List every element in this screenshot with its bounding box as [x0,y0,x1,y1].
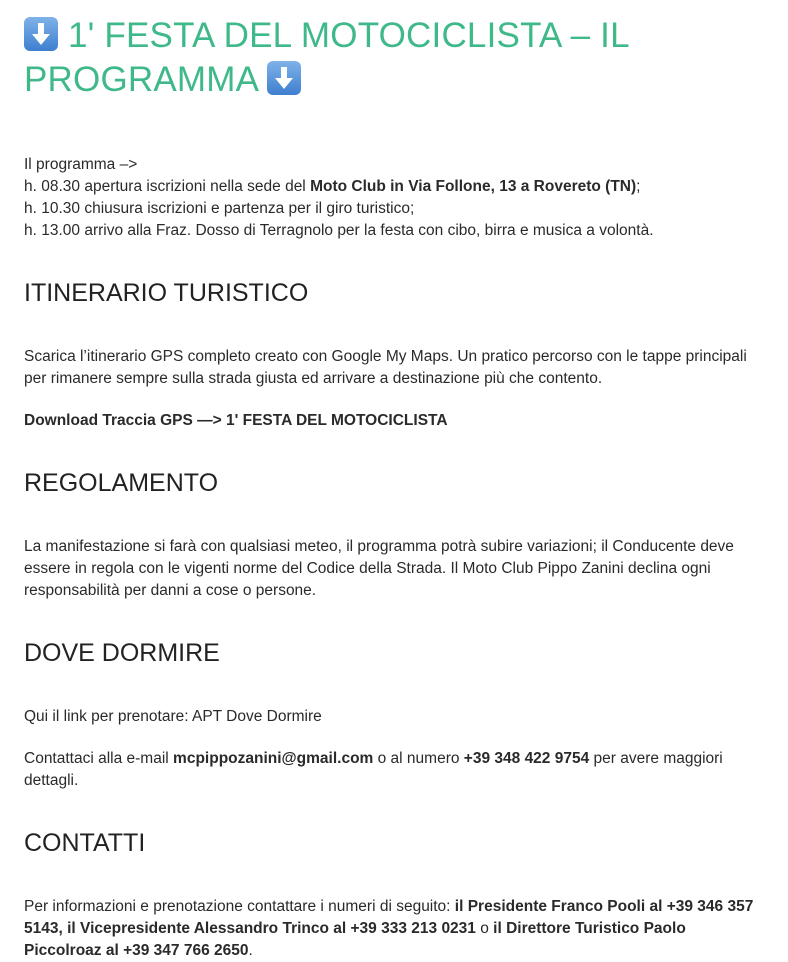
contatti-presidents: il Presidente Franco Pooli al +39 346 357 5143, il Vicepresidente Alessandro Trinco al +39 333 213 0231 [24,898,754,937]
contatti-section [24,828,764,962]
contact-prefix: Contattaci alla e-mail [24,750,174,767]
dormire-section [24,638,764,792]
contatti-mid: o [475,920,494,937]
program-section [24,154,764,242]
program-line-1-prefix: h. 08.30 apertura iscrizioni nella sede del [24,178,311,195]
regolamento-section [24,468,764,602]
program-line-3: h. 13.00 arrivo alla Fraz. Dosso di Terragnolo per la festa con cibo, birra e musica a volontà. [24,222,654,239]
contatti-director: il Direttore Turistico Paolo Piccolroaz al +39 347 766 2650 [24,920,686,959]
down-arrow-emoji-icon [267,61,301,95]
contatti-suffix: . [248,942,253,959]
page-title-text: 1' FESTA DEL MOTOCICLISTA – IL PROGRAMMA [24,16,629,99]
program-line-1 [24,176,764,198]
email-link[interactable]: mcpippozanini@gmail.com [173,750,374,767]
itinerario-section [24,278,764,432]
contatti-text [24,896,764,962]
download-gps-link[interactable] [24,410,764,432]
itinerario-text: Scarica l’itinerario GPS completo creato con Google My Maps. Un pratico percorso con le tappe principali per rimanere sempre sulla strada giusta ed arrivare a destinazione più che contento. [24,348,747,387]
down-arrow-icon [24,17,58,51]
down-arrow-icon [267,61,301,95]
program-line-2: h. 10.30 chiusura iscrizioni e partenza per il giro turistico; [24,200,415,217]
contatti-heading: CONTATTI [24,829,146,857]
down-arrow-emoji-icon [24,17,58,51]
contact-suffix: per avere maggiori dettagli. [24,750,723,789]
contact-info [24,748,764,792]
dormire-heading: DOVE DORMIRE [24,639,220,667]
itinerario-heading: ITINERARIO TURISTICO [24,279,309,307]
page-title [24,14,764,102]
apt-dove-dormire-link[interactable]: Qui il link per prenotare: APT Dove Dormire [24,708,322,725]
contatti-prefix: Per informazioni e prenotazione contattare i numeri di seguito: [24,898,455,915]
program-intro: Il programma –> [24,156,138,173]
program-line-1-suffix: ; [636,178,641,195]
phone-number[interactable]: +39 348 422 9754 [463,750,590,767]
program-location: Moto Club in Via Follone, 13 a Rovereto (TN) [310,178,637,195]
download-gps-link-text[interactable]: Download Traccia GPS —> 1' FESTA DEL MOTOCICLISTA [24,412,448,429]
regolamento-heading: REGOLAMENTO [24,469,219,497]
regolamento-text: La manifestazione si farà con qualsiasi meteo, il programma potrà subire variazioni; il Conducente deve essere in regola con le vigenti norme del Codice della Strada. Il Moto Club Pippo Zanini declina ogni responsabilità per danni a cose o persone. [24,538,734,599]
contact-mid: o al numero [373,750,464,767]
